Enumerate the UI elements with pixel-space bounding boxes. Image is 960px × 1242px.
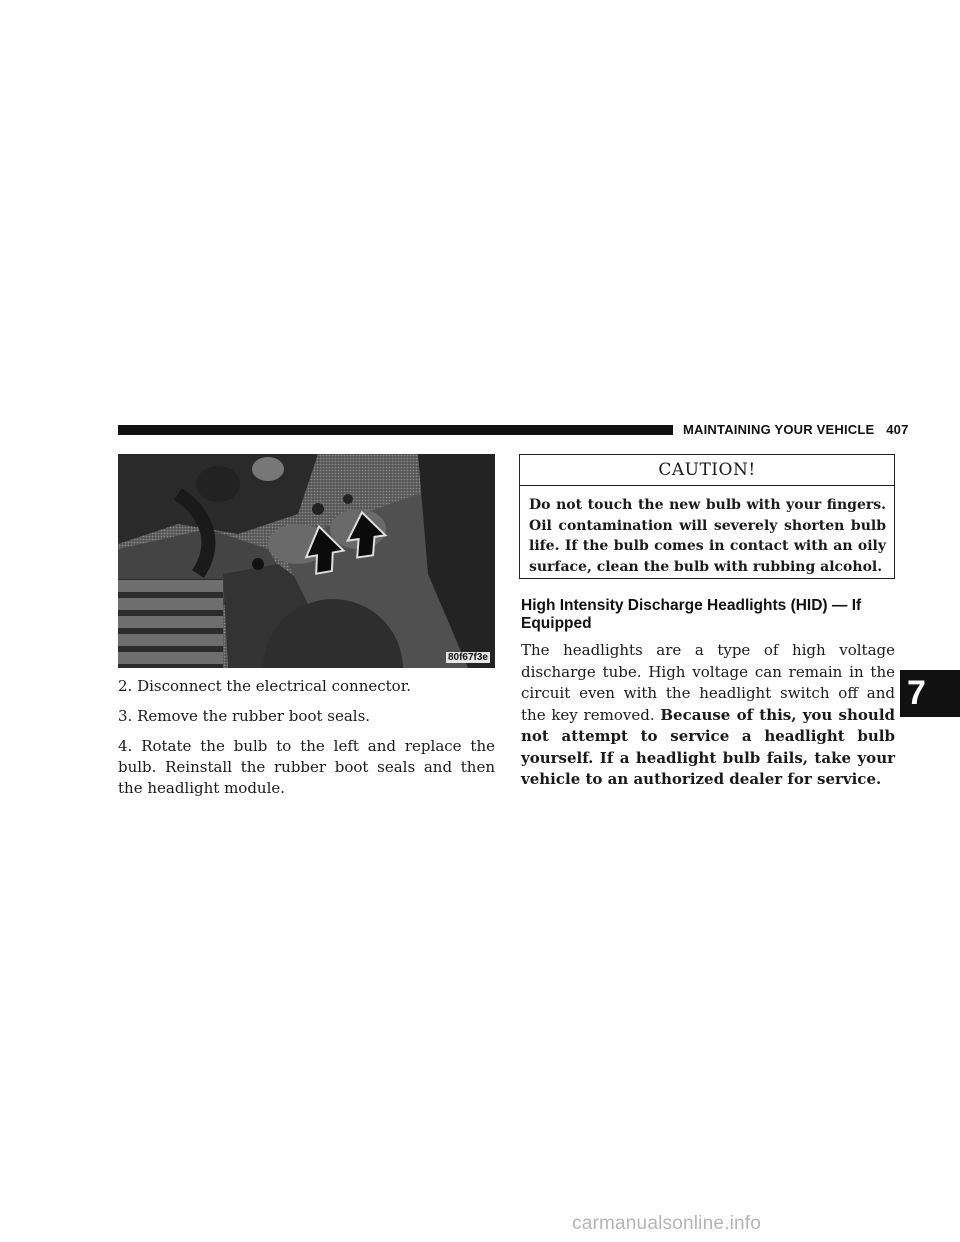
hid-body-warning: Because of this, you should not attempt to service a headlight bulb yourself. If a headlight bulb fails, take your vehicle to an authorized dealer for service.	[521, 705, 895, 788]
engine-bay-photo	[118, 454, 495, 668]
procedure-steps	[118, 676, 495, 808]
figure-code: 80f67f3e	[447, 652, 488, 663]
watermark: carmanualsonline.info	[572, 1213, 762, 1234]
hid-body	[521, 640, 895, 791]
step-4: 4. Rotate the bulb to the left and replace the bulb. Reinstall the rubber boot seals and then the headlight module.	[118, 737, 495, 797]
caution-title: CAUTION!	[520, 455, 894, 486]
header-rule	[118, 425, 673, 435]
caution-body: Do not touch the new bulb with your fingers. Oil contamination will severely shorten bulb life. If the bulb comes in contact with an oily surface, clean the bulb with rubbing alcohol.	[529, 497, 886, 575]
hid-heading: High Intensity Discharge Headlights (HID) — If Equipped	[521, 597, 862, 632]
hid-body-plain: The headlights are a type of high voltage discharge tube. High voltage can remain in the circuit even with the headlight switch off and the key removed.	[521, 641, 895, 724]
step-2: 2. Disconnect the electrical connector.	[118, 677, 411, 695]
chapter-tab: 7	[900, 670, 960, 717]
running-header	[683, 422, 909, 437]
step-3: 3. Remove the rubber boot seals.	[118, 707, 371, 725]
photo-illustration	[118, 454, 495, 668]
caution-box	[519, 454, 895, 579]
section-title: MAINTAINING YOUR VEHICLE	[683, 422, 875, 437]
page-number: 407	[886, 422, 909, 437]
